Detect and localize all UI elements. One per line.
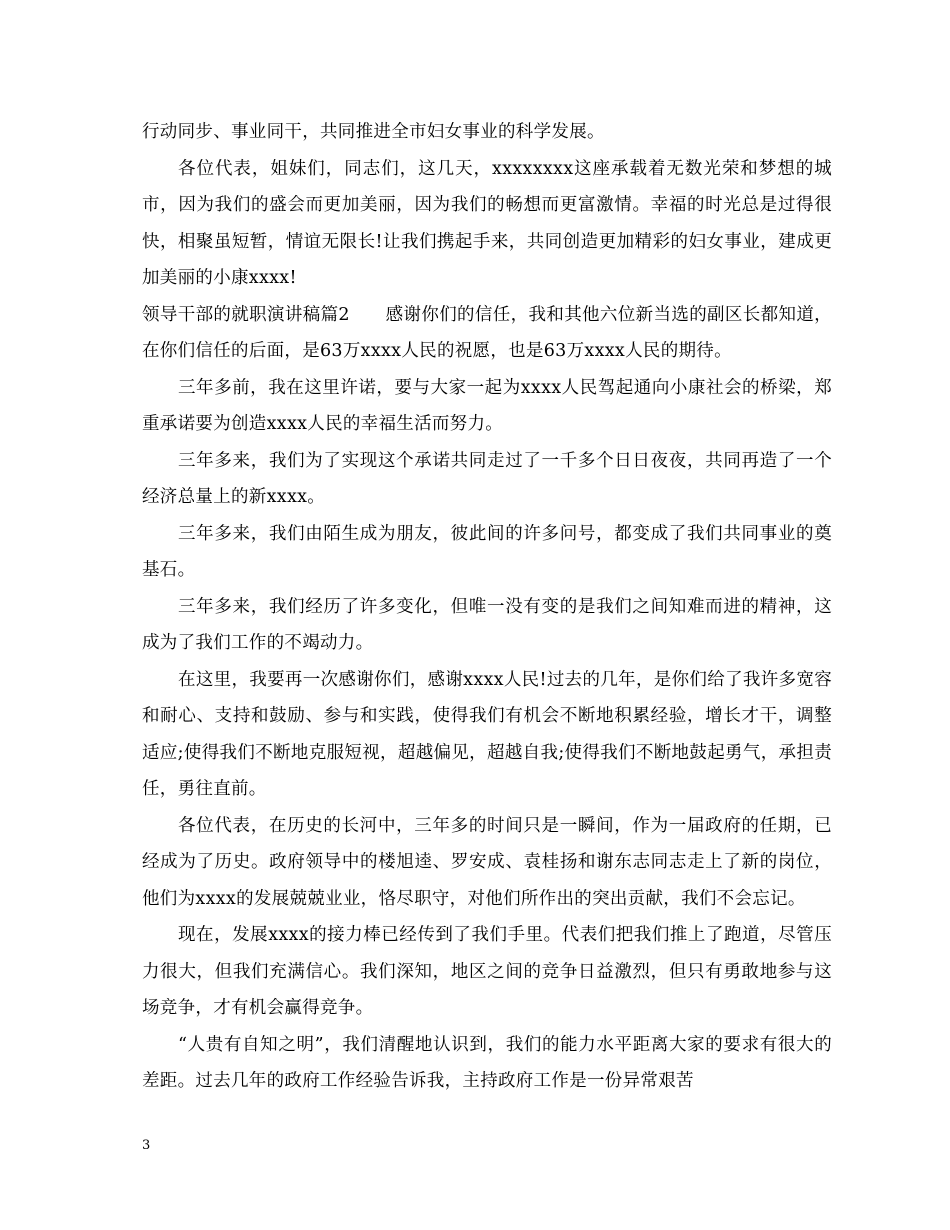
paragraph: 三年多来，我们为了实现这个承诺共同走过了一千多个日日夜夜，共同再造了一个经济总量上的新xxxx。 [142,450,832,507]
paragraph: 三年多来，我们由陌生成为朋友，彼此间的许多问号，都变成了我们共同事业的奠基石。 [142,523,832,580]
paragraph: 各位代表，姐妹们，同志们，这几天，xxxxxxxx这座承载着无数光荣和梦想的城市，因为我们的盛会而更加美丽，因为我们的畅想而更富激情。幸福的时光总是过得很快，相聚虽短暂，情谊无限长!让我们携起手来，共同创造更加精彩的妇女事业，建成更加美丽的小康xxxx! [142,158,832,288]
document-body [142,114,832,1100]
paragraph: “人贵有自知之明”，我们清醒地认识到，我们的能力水平距离大家的要求有很大的差距。过去几年的政府工作经验告诉我，主持政府工作是一份异常艰苦 [142,1034,832,1091]
paragraph: 现在，发展xxxx的接力棒已经传到了我们手里。代表们把我们推上了跑道，尽管压力很大，但我们充满信心。我们深知，地区之间的竞争日益激烈，但只有勇敢地参与这场竞争，才有机会赢得竞争。 [142,925,832,1018]
paragraph: 在这里，我要再一次感谢你们，感谢xxxx人民!过去的几年，是你们给了我许多宽容和耐心、支持和鼓励、参与和实践，使得我们有机会不断地积累经验，增长才干，调整适应;使得我们不断地克服短视，超越偏见，超越自我;使得我们不断地鼓起勇气，承担责任，勇往直前。 [142,669,832,799]
paragraph: 行动同步、事业同干，共同推进全市妇女事业的科学发展。 [142,122,605,142]
paragraph: 三年多前，我在这里许诺，要与大家一起为xxxx人民驾起通向小康社会的桥梁，郑重承诺要为创造xxxx人民的幸福生活而努力。 [142,377,832,434]
paragraph-section-heading: 领导干部的就职演讲稿篇2 感谢你们的信任，我和其他六位新当选的副区长都知道，在你们信任的后面，是63万xxxx人民的祝愿，也是63万xxxx人民的期待。 [142,304,832,361]
paragraph: 各位代表，在历史的长河中，三年多的时间只是一瞬间，作为一届政府的任期，已经成为了历史。政府领导中的楼旭逵、罗安成、袁桂扬和谢东志同志走上了新的岗位，他们为xxxx的发展兢兢业业，恪尽职守，对他们所作出的突出贡献，我们不会忘记。 [142,815,832,909]
page-number: 3 [142,1138,151,1153]
paragraph: 三年多来，我们经历了许多变化，但唯一没有变的是我们之间知难而进的精神，这成为了我们工作的不竭动力。 [142,596,832,653]
